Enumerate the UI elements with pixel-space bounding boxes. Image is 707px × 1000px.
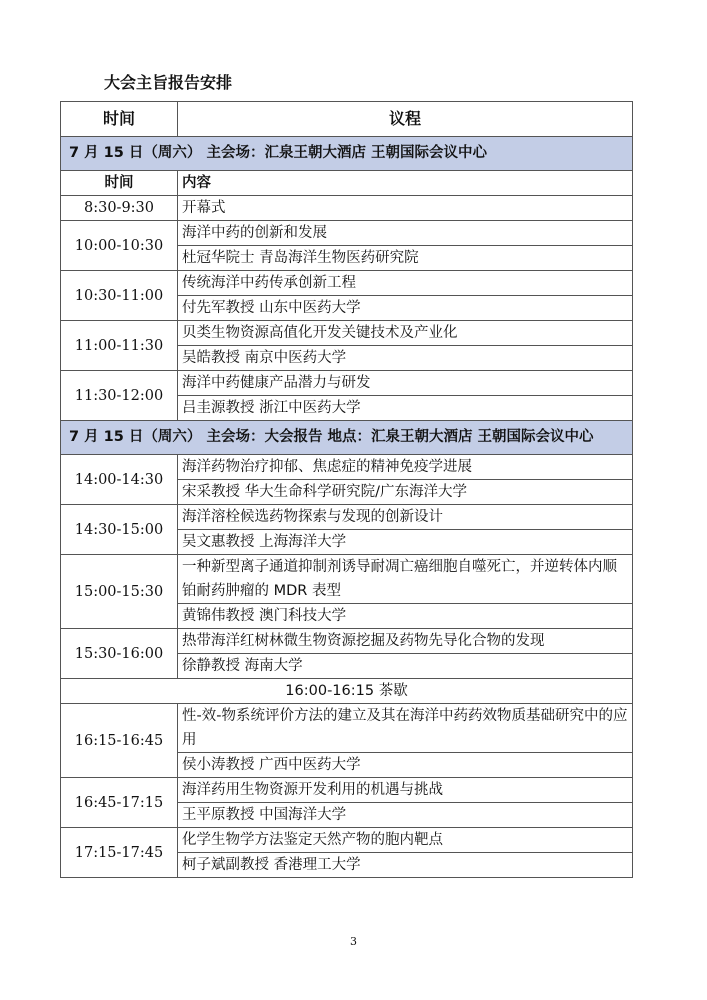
- session-time: 10:30-11:00: [61, 271, 178, 321]
- session-time: 17:15-17:45: [61, 828, 178, 878]
- speaker-info: 宋采教授 华大生命科学研究院/广东海洋大学: [178, 480, 633, 505]
- talk-title: 热带海洋红树林微生物资源挖掘及药物先导化合物的发现: [178, 629, 633, 654]
- sub-header-content: 内容: [178, 171, 633, 196]
- talk-title: 传统海洋中药传承创新工程: [178, 271, 633, 296]
- table-row: [61, 505, 633, 530]
- table-row: [61, 828, 633, 853]
- table-row: [61, 778, 633, 803]
- table-row: [61, 321, 633, 346]
- speaker-info: 柯子斌副教授 香港理工大学: [178, 853, 633, 878]
- speaker-info: 黄锦伟教授 澳门科技大学: [178, 604, 633, 629]
- session-time: 15:00-15:30: [61, 555, 178, 629]
- session-time: 16:45-17:15: [61, 778, 178, 828]
- session-time: 11:00-11:30: [61, 321, 178, 371]
- page-number: 3: [350, 935, 357, 948]
- talk-title: 一种新型离子通道抑制剂诱导耐凋亡癌细胞自噬死亡，并逆转体内顺铂耐药肿瘤的 MDR 表型: [178, 555, 633, 604]
- talk-title: 海洋药用生物资源开发利用的机遇与挑战: [178, 778, 633, 803]
- table-row: [61, 196, 633, 221]
- table-row: [61, 629, 633, 654]
- header-agenda: 议程: [178, 102, 633, 137]
- table-row: [61, 455, 633, 480]
- talk-title: 海洋中药的创新和发展: [178, 221, 633, 246]
- talk-title: 海洋溶栓候选药物探索与发现的创新设计: [178, 505, 633, 530]
- table-header-row: [61, 102, 633, 137]
- table-row: [61, 555, 633, 604]
- table-row: [61, 704, 633, 753]
- session-1-header: [61, 137, 633, 171]
- speaker-info: 吴皓教授 南京中医药大学: [178, 346, 633, 371]
- speaker-info: 杜冠华院士 青岛海洋生物医药研究院: [178, 246, 633, 271]
- speaker-info: 吴文惠教授 上海海洋大学: [178, 530, 633, 555]
- speaker-info: 吕圭源教授 浙江中医药大学: [178, 396, 633, 421]
- session-1-title: 7 月 15 日（周六） 主会场：汇泉王朝大酒店 王朝国际会议中心: [61, 137, 633, 171]
- session-2-header: [61, 421, 633, 455]
- session-time: 8:30-9:30: [61, 196, 178, 221]
- talk-title: 性-效-物系统评价方法的建立及其在海洋中药药效物质基础研究中的应用: [178, 704, 633, 753]
- header-time: 时间: [61, 102, 178, 137]
- session-time: 15:30-16:00: [61, 629, 178, 679]
- session-time: 14:00-14:30: [61, 455, 178, 505]
- tea-break: 16:00-16:15 茶歇: [61, 679, 633, 704]
- talk-title: 海洋药物治疗抑郁、焦虑症的精神免疫学进展: [178, 455, 633, 480]
- sub-header-time: 时间: [61, 171, 178, 196]
- table-row: [61, 371, 633, 396]
- page-title: 大会主旨报告安排: [104, 73, 233, 92]
- table-row: [61, 271, 633, 296]
- talk-title: 贝类生物资源高值化开发关键技术及产业化: [178, 321, 633, 346]
- tea-break-row: [61, 679, 633, 704]
- session-time: 10:00-10:30: [61, 221, 178, 271]
- session-2-title: 7 月 15 日（周六） 主会场：大会报告 地点：汇泉王朝大酒店 王朝国际会议中心: [61, 421, 633, 455]
- talk-title: 海洋中药健康产品潜力与研发: [178, 371, 633, 396]
- speaker-info: 侯小涛教授 广西中医药大学: [178, 753, 633, 778]
- speaker-info: 付先军教授 山东中医药大学: [178, 296, 633, 321]
- speaker-info: 王平原教授 中国海洋大学: [178, 803, 633, 828]
- session-time: 16:15-16:45: [61, 704, 178, 778]
- table-row: [61, 221, 633, 246]
- talk-title: 化学生物学方法鉴定天然产物的胞内靶点: [178, 828, 633, 853]
- session-time: 11:30-12:00: [61, 371, 178, 421]
- sub-header-row: [61, 171, 633, 196]
- talk-title: 开幕式: [178, 196, 633, 221]
- session-time: 14:30-15:00: [61, 505, 178, 555]
- speaker-info: 徐静教授 海南大学: [178, 654, 633, 679]
- schedule-table: [60, 101, 633, 878]
